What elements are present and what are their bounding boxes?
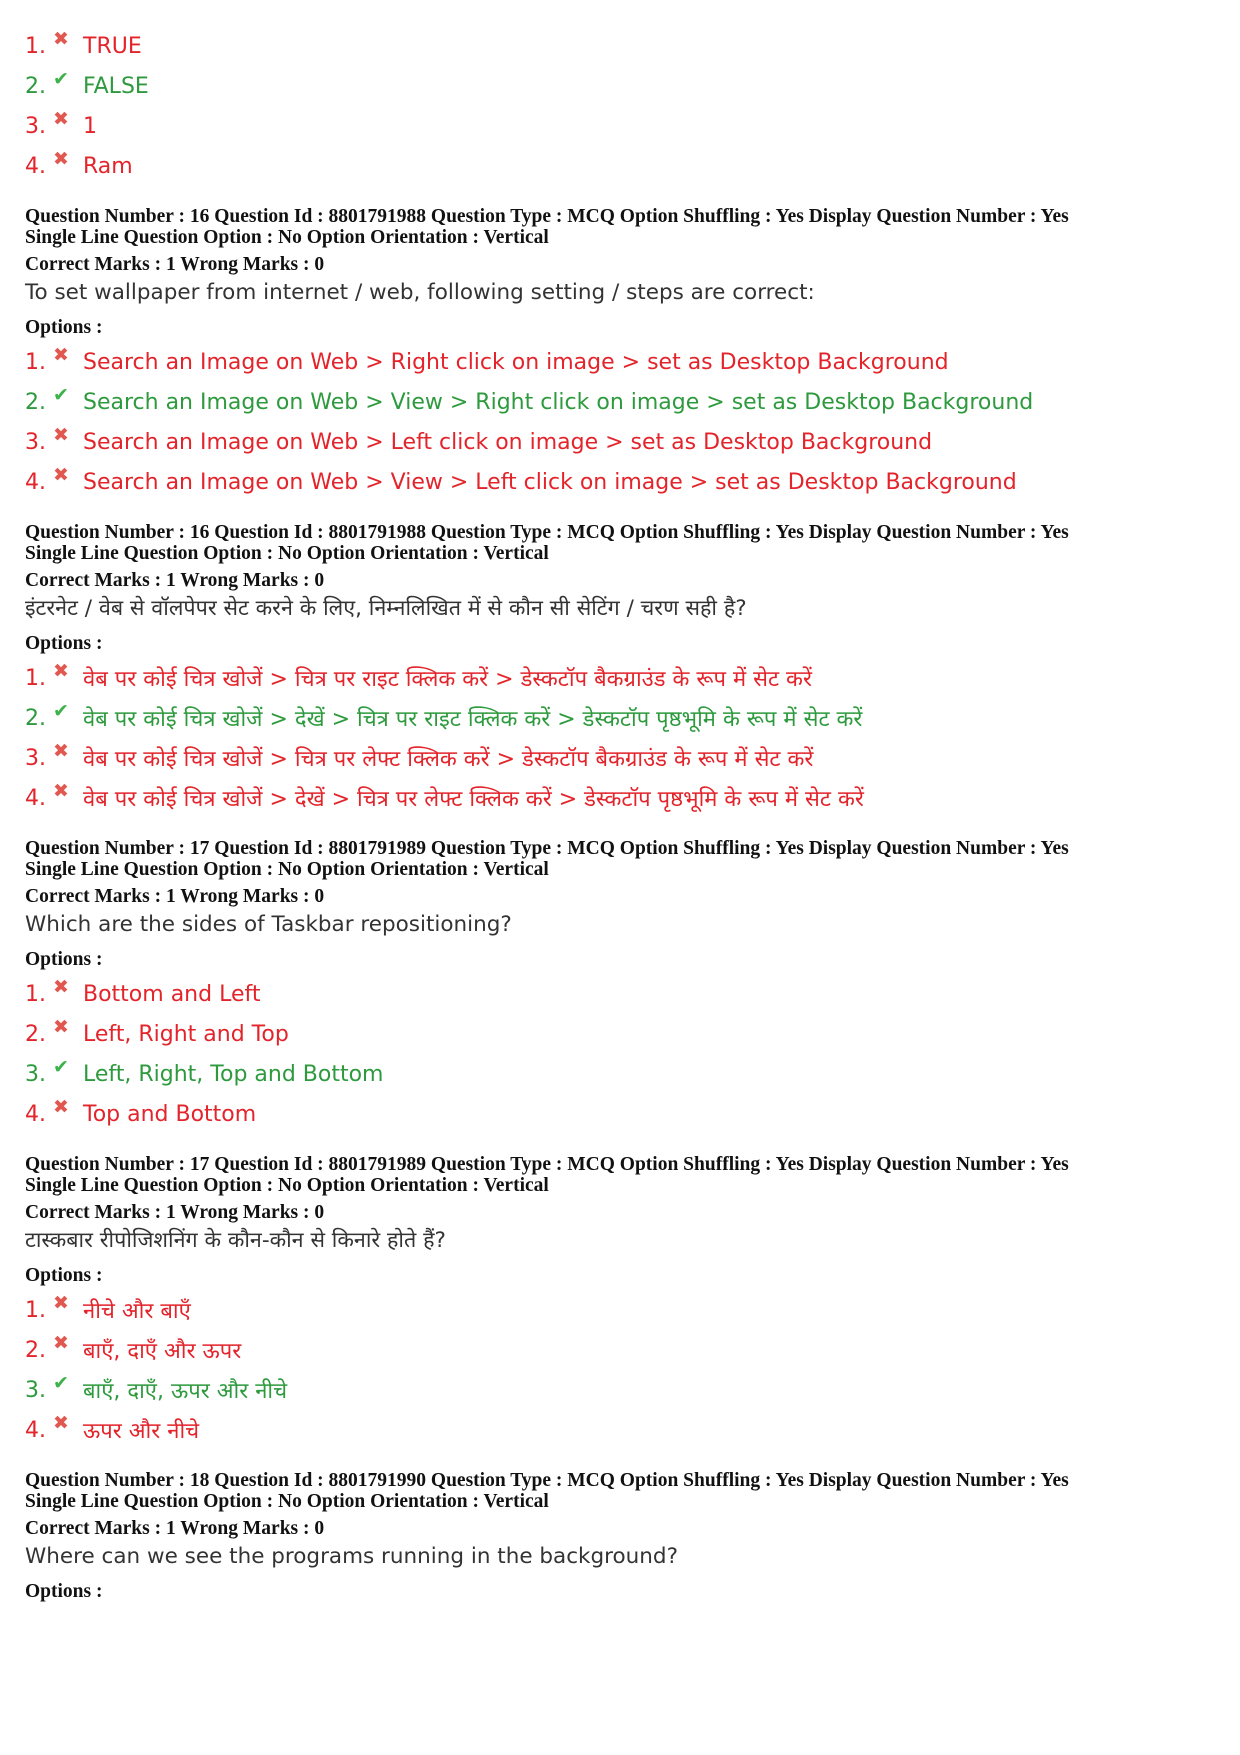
check-icon: ✔ xyxy=(53,1056,69,1078)
option-number: 2. xyxy=(25,389,46,415)
option-number: 4. xyxy=(25,153,46,179)
option-item xyxy=(25,1290,1215,1330)
cross-icon: ✖ xyxy=(53,424,69,446)
option-number: 3. xyxy=(25,745,46,771)
cross-icon: ✖ xyxy=(53,148,69,170)
cross-icon: ✖ xyxy=(53,780,69,802)
option-item xyxy=(25,342,1215,382)
check-icon: ✔ xyxy=(53,700,69,722)
question-marks: Correct Marks : 1 Wrong Marks : 0 xyxy=(25,1518,325,1539)
question-block xyxy=(25,838,1215,1134)
question-block xyxy=(25,1470,1215,1604)
question-marks: Correct Marks : 1 Wrong Marks : 0 xyxy=(25,570,325,591)
option-number: 3. xyxy=(25,1061,46,1087)
option-text: वेब पर कोई चित्र खोजें > चित्र पर राइट क्लिक करें > डेस्कटॉप बैकग्राउंड के रूप में सेट करें xyxy=(83,667,812,692)
cross-icon: ✖ xyxy=(53,108,69,130)
question-paper-page xyxy=(25,26,1215,1606)
option-number: 2. xyxy=(25,1337,46,1363)
cross-icon: ✖ xyxy=(53,976,69,998)
option-item xyxy=(25,698,1215,738)
question-block xyxy=(25,522,1215,818)
option-number: 1. xyxy=(25,981,46,1007)
option-item xyxy=(25,974,1215,1014)
cross-icon: ✖ xyxy=(53,344,69,366)
question-text: Which are the sides of Taskbar repositioning? xyxy=(25,912,512,937)
question-marks: Correct Marks : 1 Wrong Marks : 0 xyxy=(25,886,325,907)
option-text: Search an Image on Web > View > Left click on image > set as Desktop Background xyxy=(83,469,1017,495)
check-icon: ✔ xyxy=(53,68,69,90)
option-text: Search an Image on Web > Right click on image > set as Desktop Background xyxy=(83,349,949,375)
option-text: बाएँ, दाएँ और ऊपर xyxy=(83,1339,242,1364)
option-text: वेब पर कोई चित्र खोजें > देखें > चित्र पर राइट क्लिक करें > डेस्कटॉप पृष्ठभूमि के रूप में सेट करें xyxy=(83,707,863,732)
option-number: 3. xyxy=(25,113,46,139)
option-list xyxy=(25,1290,1215,1450)
options-label: Options : xyxy=(25,1581,103,1602)
question-meta-options: Single Line Question Option : No Option Orientation : Vertical xyxy=(25,543,549,564)
option-item xyxy=(25,1330,1215,1370)
option-number: 2. xyxy=(25,73,46,99)
option-text: Left, Right, Top and Bottom xyxy=(83,1061,384,1087)
option-item xyxy=(25,66,1215,106)
question-block xyxy=(25,206,1215,502)
question-meta-options: Single Line Question Option : No Option Orientation : Vertical xyxy=(25,859,549,880)
option-item xyxy=(25,1094,1215,1134)
option-item xyxy=(25,106,1215,146)
option-item xyxy=(25,738,1215,778)
question-marks: Correct Marks : 1 Wrong Marks : 0 xyxy=(25,254,325,275)
cross-icon: ✖ xyxy=(53,660,69,682)
option-item xyxy=(25,1410,1215,1450)
option-number: 4. xyxy=(25,469,46,495)
option-text: TRUE xyxy=(83,33,142,59)
option-item xyxy=(25,1370,1215,1410)
option-list xyxy=(25,974,1215,1134)
option-text: बाएँ, दाएँ, ऊपर और नीचे xyxy=(83,1379,288,1404)
option-item xyxy=(25,778,1215,818)
option-text: ऊपर और नीचे xyxy=(83,1419,200,1444)
option-text: Bottom and Left xyxy=(83,981,261,1007)
option-number: 4. xyxy=(25,1101,46,1127)
cross-icon: ✖ xyxy=(53,1412,69,1434)
option-number: 4. xyxy=(25,785,46,811)
option-text: Search an Image on Web > Left click on image > set as Desktop Background xyxy=(83,429,933,455)
options-label: Options : xyxy=(25,317,103,338)
option-text: नीचे और बाएँ xyxy=(83,1299,191,1324)
question-meta: Question Number : 16 Question Id : 8801791988 Question Type : MCQ Option Shuffling : Yes Display Question Number : Yes xyxy=(25,206,1069,227)
option-number: 1. xyxy=(25,33,46,59)
question-meta-options: Single Line Question Option : No Option Orientation : Vertical xyxy=(25,1491,549,1512)
option-number: 3. xyxy=(25,429,46,455)
option-item xyxy=(25,1054,1215,1094)
option-number: 1. xyxy=(25,1297,46,1323)
option-text: Left, Right and Top xyxy=(83,1021,289,1047)
option-number: 3. xyxy=(25,1377,46,1403)
cross-icon: ✖ xyxy=(53,464,69,486)
question-meta: Question Number : 16 Question Id : 8801791988 Question Type : MCQ Option Shuffling : Yes Display Question Number : Yes xyxy=(25,522,1069,543)
option-text: वेब पर कोई चित्र खोजें > चित्र पर लेफ्ट क्लिक करें > डेस्कटॉप बैकग्राउंड के रूप में सेट करें xyxy=(83,747,814,772)
cross-icon: ✖ xyxy=(53,740,69,762)
option-number: 1. xyxy=(25,349,46,375)
option-list xyxy=(25,342,1215,502)
option-text: Ram xyxy=(83,153,133,179)
cross-icon: ✖ xyxy=(53,1016,69,1038)
question-text: Where can we see the programs running in the background? xyxy=(25,1544,678,1569)
option-text: Top and Bottom xyxy=(83,1101,257,1127)
options-label: Options : xyxy=(25,949,103,970)
check-icon: ✔ xyxy=(53,1372,69,1394)
option-text: Search an Image on Web > View > Right click on image > set as Desktop Background xyxy=(83,389,1034,415)
option-item xyxy=(25,462,1215,502)
option-item xyxy=(25,658,1215,698)
option-item xyxy=(25,26,1215,66)
question-text: टास्कबार रीपोजिशनिंग के कौन-कौन से किनारे होते हैं? xyxy=(25,1228,446,1253)
option-text: FALSE xyxy=(83,73,149,99)
question-meta: Question Number : 17 Question Id : 8801791989 Question Type : MCQ Option Shuffling : Yes Display Question Number : Yes xyxy=(25,1154,1069,1175)
option-number: 2. xyxy=(25,705,46,731)
option-text: वेब पर कोई चित्र खोजें > देखें > चित्र पर लेफ्ट क्लिक करें > डेस्कटॉप पृष्ठभूमि के रूप में सेट करें xyxy=(83,787,864,812)
question-meta-options: Single Line Question Option : No Option Orientation : Vertical xyxy=(25,227,549,248)
question-block xyxy=(25,1154,1215,1450)
cross-icon: ✖ xyxy=(53,1292,69,1314)
option-item xyxy=(25,1014,1215,1054)
option-text: 1 xyxy=(83,113,97,139)
question-meta: Question Number : 17 Question Id : 8801791989 Question Type : MCQ Option Shuffling : Yes Display Question Number : Yes xyxy=(25,838,1069,859)
option-list xyxy=(25,26,1215,186)
question-marks: Correct Marks : 1 Wrong Marks : 0 xyxy=(25,1202,325,1223)
option-list xyxy=(25,658,1215,818)
option-number: 1. xyxy=(25,665,46,691)
option-item xyxy=(25,422,1215,462)
question-text: To set wallpaper from internet / web, following setting / steps are correct: xyxy=(25,280,815,305)
options-label: Options : xyxy=(25,633,103,654)
cross-icon: ✖ xyxy=(53,1332,69,1354)
question-text: इंटरनेट / वेब से वॉलपेपर सेट करने के लिए, निम्नलिखित में से कौन सी सेटिंग / चरण सही है? xyxy=(25,596,747,621)
question-meta-options: Single Line Question Option : No Option Orientation : Vertical xyxy=(25,1175,549,1196)
option-item xyxy=(25,382,1215,422)
check-icon: ✔ xyxy=(53,384,69,406)
question-meta: Question Number : 18 Question Id : 8801791990 Question Type : MCQ Option Shuffling : Yes Display Question Number : Yes xyxy=(25,1470,1069,1491)
cross-icon: ✖ xyxy=(53,1096,69,1118)
option-number: 4. xyxy=(25,1417,46,1443)
options-label: Options : xyxy=(25,1265,103,1286)
option-number: 2. xyxy=(25,1021,46,1047)
option-item xyxy=(25,146,1215,186)
cross-icon: ✖ xyxy=(53,28,69,50)
